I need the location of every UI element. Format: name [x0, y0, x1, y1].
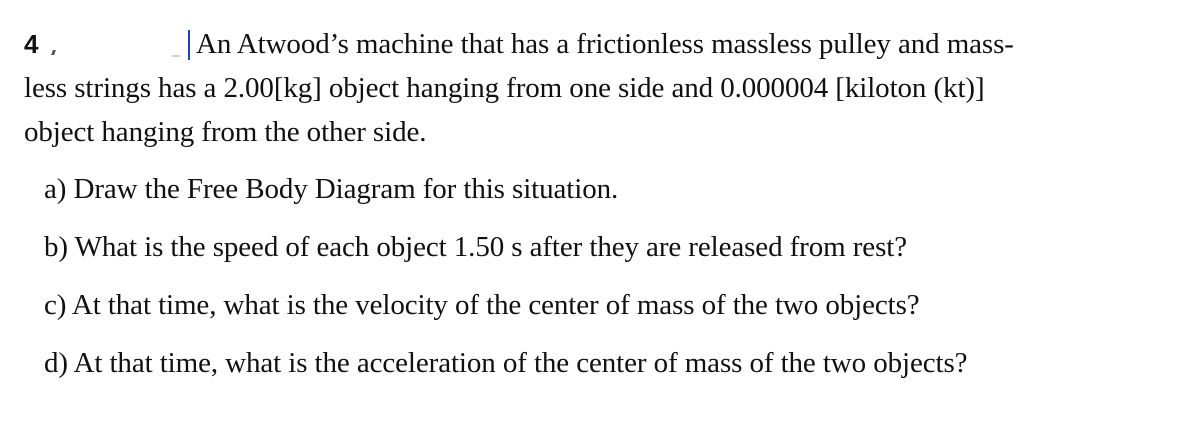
question-part-a: a) Draw the Free Body Diagram for this situation.: [44, 173, 619, 205]
text-cursor[interactable]: [188, 30, 190, 60]
question-part-d: d) At that time, what is the acceleration of the center of mass of the two objects?: [44, 347, 968, 379]
question-stem-line-3: object hanging from the other side.: [24, 116, 427, 148]
question-number-mark: [51, 50, 56, 55]
blank-underline: [172, 55, 180, 57]
question-stem-line-2: less strings has a 2.00[kg] object hanging from one side and 0.000004 [kiloton (kt)]: [24, 72, 985, 104]
question-stem-line-1: An Atwood’s machine that has a frictionless massless pulley and mass-: [196, 28, 1014, 60]
question-number: 4: [24, 29, 39, 59]
question-part-c: c) At that time, what is the velocity of the center of mass of the two objects?: [44, 289, 920, 321]
question-part-b: b) What is the speed of each object 1.50 s after they are released from rest?: [44, 231, 907, 263]
